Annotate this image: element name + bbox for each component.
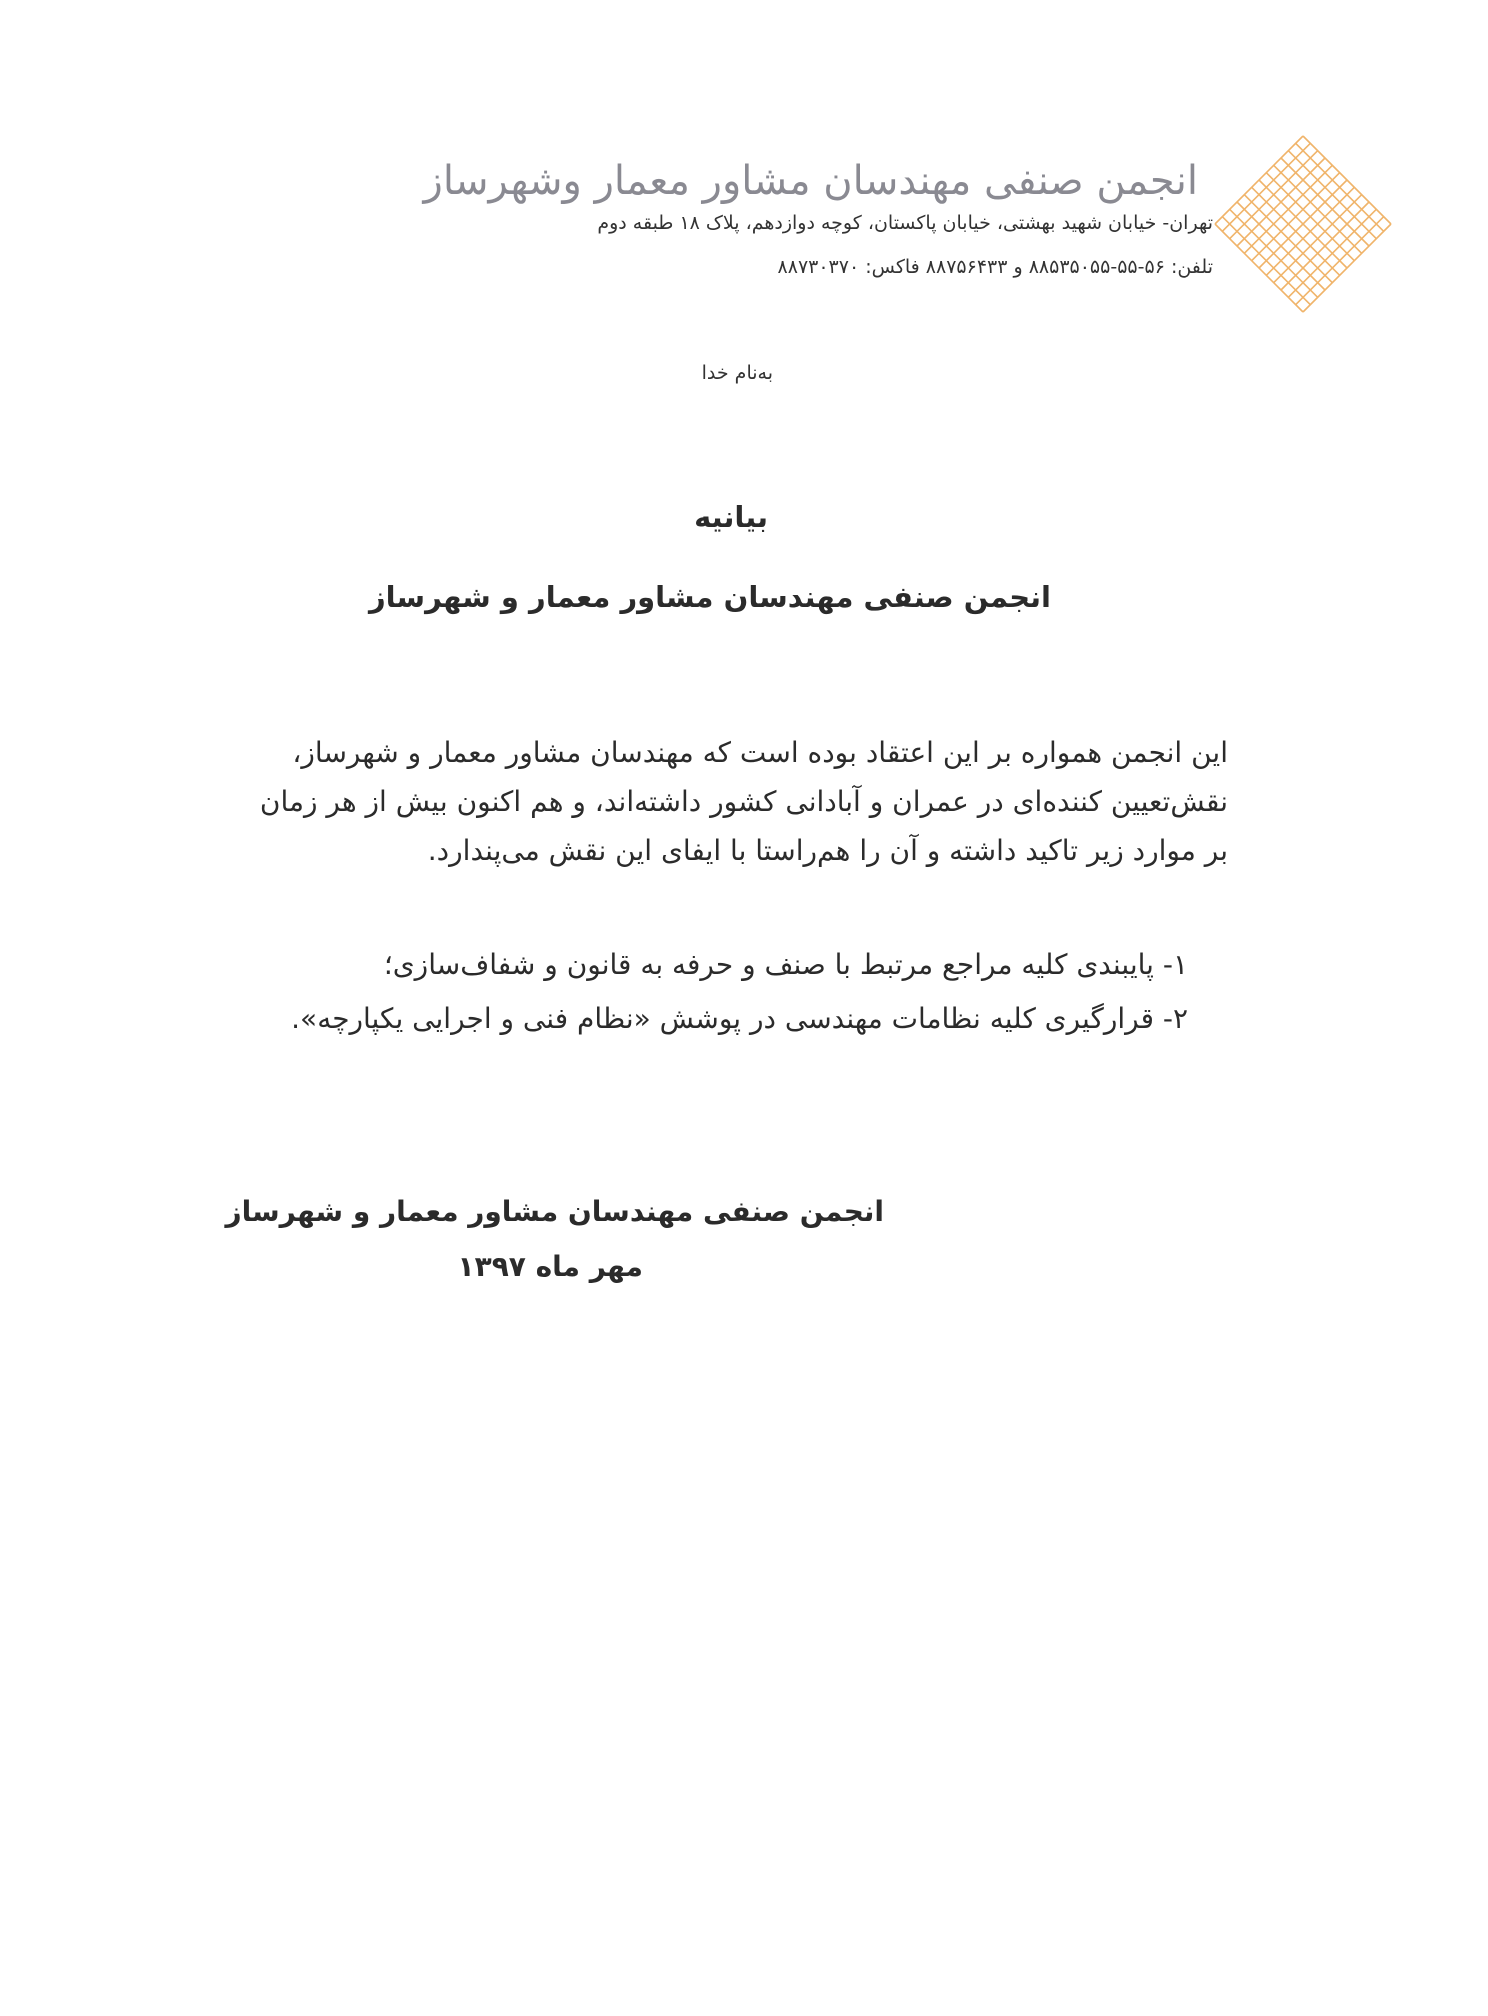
signature-date: مهر ماه ۱۳۹۷ xyxy=(457,1250,643,1283)
body-line: نقش‌تعیین کننده‌ای در عمران و آبادانی کشور داشته‌اند، و هم اکنون بیش از هر زمان xyxy=(259,785,1228,818)
org-address: تهران- خیابان شهید بهشتی، خیابان پاکستان، کوچه دوازدهم، پلاک ۱۸ طبقه دوم xyxy=(597,212,1213,234)
document-title: بیانیه xyxy=(694,500,768,534)
org-name-header: انجمن صنفی مهندسان مشاور معمار وشهرساز xyxy=(423,158,1198,204)
signature-org: انجمن صنفی مهندسان مشاور معمار و شهرساز xyxy=(225,1195,884,1228)
bismillah-text: به‌نام خدا xyxy=(701,362,773,384)
list-item: ۱- پایبندی کلیه مراجع مرتبط با صنف و حرفه به قانون و شفاف‌سازی؛ xyxy=(383,948,1188,981)
body-paragraph xyxy=(259,728,1228,875)
body-line: این انجمن همواره بر این اعتقاد بوده است که مهندسان مشاور معمار و شهرساز، xyxy=(292,736,1228,769)
numbered-list xyxy=(288,938,1188,1046)
diamond-grid-logo-icon xyxy=(1212,133,1394,315)
list-item: ۲- قرارگیری کلیه نظامات مهندسی در پوشش «نظام فنی و اجرایی یکپارچه». xyxy=(291,1002,1188,1035)
document-subtitle: انجمن صنفی مهندسان مشاور معمار و شهرساز xyxy=(368,580,1051,614)
org-phone-fax: تلفن: ۵۶-۵۵-۸۸۵۳۵۰۵۵ و ۸۸۷۵۶۴۳۳ فاکس: ۸۸۷۳۰۳۷۰ xyxy=(777,256,1213,278)
body-line: بر موارد زیر تاکید داشته و آن را هم‌راستا با ایفای این نقش می‌پندارد. xyxy=(427,834,1228,867)
